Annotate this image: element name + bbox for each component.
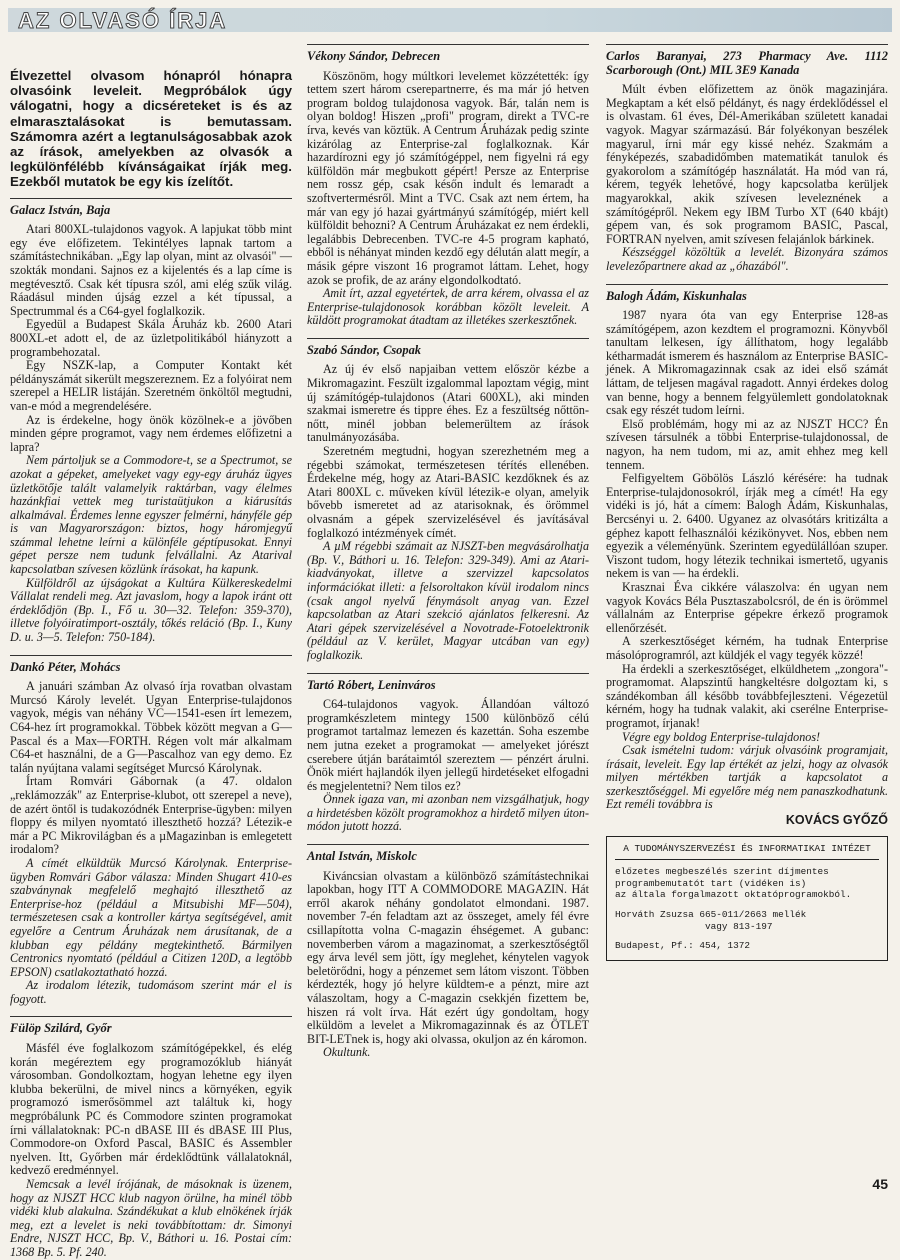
column-2 xyxy=(307,44,589,1184)
editor-reply: A címét elküldtük Murcsó Károlynak. Enterprise-ügyben Romvári Gábor válasza: Minden Shugart 410-es szabványnak megfelelő meghajtó illeszthető az Enterprise-hoz (például a Mitsubishi MF—504), természetesen csak a kontroller kártya segítségével, amit egyelőre a Centrum Áruházak nem árusítanak, de a klubban egy példány megtekinthető. Bármilyen Centronics nyomtató (például a Citizen 120D, a legtöbb EPSON) csatlakoztatható hozzá. xyxy=(10,855,292,979)
letter-paragraph: A januári számban Az olvasó írja rovatban olvastam Murcsó Károly levelét. Ugyan Enterprise-tulajdonos vagyok, mégis van néhány VC—1541-esen írt lemezem, C64-hez írt programokkal. Többek között megvan a G—Pascal és a Max—FORTH. Régen volt már alkalmam C64-et használni, de a G—Pascalhoz van egy demo. Ez talán nyújtana valami segítséget Murcsó Károlynak. xyxy=(10,679,292,775)
editor-reply: Csak ismételni tudom: várjuk olvasóink programjait, írásait, leveleit. Egy lap értékét az jelzi, hogy az olvasók milyen mértékben tartják a kapcsolatot a szerkesztőséggel. Mi egyelőre még nem panaszkodhatunk. Ezt reméli továbbra is xyxy=(606,743,888,812)
letter-author: Fülöp Szilárd, Győr xyxy=(10,1016,292,1036)
letter-paragraph: Másfél éve foglalkozom számítógépekkel, és elég korán megéreztem egy programozóklub hiányát városomban. Gondolkoztam, hogyan lehetne egy ilyen klubba bekerülni, de mivel nincs a környéken, egyik programozó ismerősömmel azt találtuk ki, hogy megpróbálunk PC és Commodore szinten programokat írni vállalatoknak: PC-n dBASE III és dBASE III Plus, Commodore-on Oxford Pascal, BASIC és Assembler nyelven. Itt, Győrben már érdeklődtünk vállalatoknál, kedvező eredménnyel. xyxy=(10,1041,292,1178)
letter-author: Antal István, Miskolc xyxy=(307,844,589,864)
letter-paragraph: Az is érdekelne, hogy önök közölnek-e a jövőben minden gépre programot, vagy nem érdemes előfizetni a lapra? xyxy=(10,412,292,454)
letter-paragraph: Első problémám, hogy mi az az NJSZT HCC? Én szívesen társulnék a többi Enterprise-tulajdonossal, de nagyon, ha nem tudom, mi az, amit ehhez meg kell tennem. xyxy=(606,416,888,472)
section-title: AZ OLVASÓ ÍRJA xyxy=(18,8,228,33)
editor-signature: KOVÁCS GYŐZŐ xyxy=(785,813,888,828)
letter-paragraph: Egy NSZK-lap, a Computer Kontakt két példányszámát sikerült megszereznem. Ez a folyóirat nem szerepel a HELIR listáján. Szeretném önköltől megtudni, van-e mód a megrendelésére. xyxy=(10,358,292,413)
letter-paragraph: Ha érdekli a szerkesztőséget, elküldhetem „zongora"-programomat. Alapszintű hangkeltésre dolgoztam ki, s szándékomban áll később továbbfejleszteni. Végezetül kérném, hogy ha tudnak valakit, aki cserélne Enterprise-programot, írjanak! xyxy=(606,661,888,730)
editor-reply: Készséggel közöltük a levelét. Bizonyára számos levelezőpartnere akad az „óhazából". xyxy=(606,245,888,273)
column-3 xyxy=(606,44,888,1184)
advert-address: Budapest, Pf.: 454, 1372 xyxy=(615,940,751,952)
letter-paragraph: Felfigyeltem Göbölös László kérésére: ha tudnak Enterprise-tulajdonosokról, írják meg a címét! Ha egy vidéki is jó, hát a címem: Balogh Ádám, Kiskunhalas, Bercsényi u. 2. 6400. Ugyanez az olvasótárs kritizálta a géphez kapott felhasználói kézikönyvet. Nos, ebben nem egyezik a véleményünk. Szerintem egyedülállóan szuper. Viszont tudom, hogy létezik technikai ismertető, ugyanis nekem is van — ha érdekli. xyxy=(606,471,888,581)
column-1 xyxy=(10,44,292,1259)
letter-author: Vékony Sándor, Debrecen xyxy=(307,44,589,64)
letter-author: Balogh Ádám, Kiskunhalas xyxy=(606,284,888,304)
letter-paragraph: Krasznai Éva cikkére válaszolva: én ugyan nem vagyok Kovács Béla Pusztaszabolcsról, de én is örömmel vállalnám az Enterprise gépekre érkező programok ellenőrzését. xyxy=(606,579,888,635)
advert-contact: Horváth Zsuzsa 665-011/2663 mellék vagy 813-197 xyxy=(615,909,807,932)
section-banner xyxy=(8,8,892,32)
letter-author: Dankó Péter, Mohács xyxy=(10,655,292,675)
letter-paragraph: Múlt évben előfizettem az önök magazinjára. Megkaptam a két első példányt, és nagy érdeklődéssel el is olvastam. 61 éves, Dél-Amerikában született kanadai vagyok. Magyar származású. Bár folyékonyan beszélek magyarul, írni már egy kissé nehéz. Szakmám a fényképezés, szabadidőmben matematikát tanulok és gyakorolom a számítógép használatát. Ha mód van rá, kérem, tegyék lehetővé, hogy kapcsolatba kerüljek magyarokkal, akik szívesen leveleznének a számítógépről. Nekem egy IBM Turbo XT (640 kbájt) gépem van, és sok programom BASIC, Pascal, FORTRAN nyelven, amit szívesen felajánlok bárkinek. xyxy=(606,82,888,246)
letter-paragraph: Köszönöm, hogy múltkori levelemet közzétették: így tettem szert három cserepartnerre, és ma már jó hetven program boldog tulajdonosa vagyok. Bár, talán nem is olyan boldog! Hiszen „profi" program, direkt a TVC-re írva, kevés van köztük. A Centrum Áruházak pedig szinte kizárólag az Enterprise-zal foglalkoznak. Kár hazardírozni egy jó számítógéppel, nem figyelni rá egy külföldön már megbukott gépért! Persze az Enterprise nem rossz gép, csak későn indult és lemaradt a szoftvertermésről. Mint a TVC. Csak azt nem értem, ha már van egy jó hazai gyártmányú számítógép, miért kell külföldit behozni? A Centrum Áruházakat ez nem érdekli, legalábbis Debrecenben. TVC-re 4-5 program kapható, ebből is néhányat minden kezdő egy délután alatt megír, a másik gépre viszont 16 programot láttam. Lehet, hogy azok se profik, de az arány elgondolkodtató. xyxy=(307,68,589,287)
letter-paragraph: C64-tulajdonos vagyok. Állandóan változó programkészletem mintegy 1500 különböző célú programot tartalmaz lemezen és kazettán. Soha eszembe nem jutna ezeket a programokat — amelyeket jórészt cserebere útján barátaimtól szereztem — pénzért árulni. Önök miért hajlandók ilyen jellegű hirdetéseket elfogadni és megjelentetni? Nem tilos ez? xyxy=(307,697,589,793)
letter-paragraph: Az új év első napjaiban vettem először kézbe a Mikromagazint. Feszült izgalommal lapoztam végig, mint új számítógép-tulajdonos (Atari 600XL), aki minden szakmai ismeretre és tippre éhes. Ez a feszültség nőttön-nőtt, minél jobban belemerültem az írások tanulmányozásába. xyxy=(307,362,589,445)
letter-paragraph: Atari 800XL-tulajdonos vagyok. A lapjukat több mint egy éve előfizetem. Tekintélyes lapnak tartom a számítástechnikában. „Egy lap olyan, mint az olvasói" — szokták mondani. Sajnos ez a kijelentés és a lap címe is megtévesztő. Csak két típusra szól, ami elég szűk világ. Ráadásul minden újság ezzel a két típussal, a Spectrummal és a C64-gyel foglalkozik. xyxy=(10,222,292,318)
editor-reply: Okultunk. xyxy=(323,1045,371,1060)
editor-reply: Nem pártoljuk se a Commodore-t, se a Spectrumot, se azokat a gépeket, amelyeket vagy egy-egy áruház ügyes üzletkötője talált valamelyik raktárban, vagy élelmes hazánkfiai vettek meg turistaütjukon a kiárusítás alkalmával. Érdemes lenne egyszer felmérni, hányféle gép is van Magyarországon: biztos, hogy háromjegyű számmal lehetne leírni a különféle géptípusokat. Ennyi gépet persze nem tudunk felvállalni. Az Atarival kapcsolatban szívesen közlünk írásokat, ha kapunk. xyxy=(10,453,292,577)
letter-paragraph: Szeretném megtudni, hogyan szerezhetném meg a régebbi számokat, természetesen térítés ellenében. Érdekelne még, hogy az Atari-BASIC kezdőknek és az Atari 800XL c. műveken kívül létezik-e olyan, amelyik bővebb ismeretet ad az atarisoknak, és örömmel olvasnám a gépek szervizelésével és javításával foglalkozó intézmények címét. xyxy=(307,444,589,540)
editor-reply: Nemcsak a levél írójának, de másoknak is üzenem, hogy az NJSZT HCC klub nagyon örülne, ha minél több vidéki klub alakulna. Szándékukat a klub elnökének írják meg, ezt a levelet is neki továbbítottam: dr. Simonyi Endre, NJSZT HCC, Bp. V., Báthori u. 16. Postai cím: 1368 Bp. 5. Pf. 240. xyxy=(10,1177,292,1259)
page-number: 45 xyxy=(872,1176,888,1192)
institute-advert xyxy=(606,836,888,961)
letter-author: Szabó Sándor, Csopak xyxy=(307,338,589,358)
letter-author: Tartó Róbert, Leninváros xyxy=(307,673,589,693)
letter-paragraph: A szerkesztőséget kérném, ha tudnak Enterprise másolóprogramról, azt küldjék el vagy tegyék közzé! xyxy=(606,634,888,662)
letter-author: Carlos Baranyai, 273 Pharmacy Ave. 1112 Scarborough (Ont.) MIL 3E9 Kanada xyxy=(606,44,888,77)
advert-text: előzetes megbeszélés szerint díjmentes programbemutatót tart (vidéken is) az általa forgalmazott oktatóprogramokból. xyxy=(615,866,852,901)
advert-title: A TUDOMÁNYSZERVEZÉSI ÉS INFORMATIKAI INTÉZET xyxy=(615,843,879,861)
editor-reply: Külföldről az újságokat a Kultúra Külkereskedelmi Vállalat rendeli meg. Azt javaslom, hogy a lapok iránt ott érdeklődjön (Bp. I., Fő u. 30—32. Telefon: 359-370), illetve folyóiratimport-osztály, tőkés reláció (Bp. I., Kuny D. u. 3—5. Telefon: 750-184). xyxy=(10,575,292,645)
editor-reply: Önnek igaza van, mi azonban nem vizsgálhatjuk, hogy a hirdetésben közölt programokhoz a hirdető milyen úton-módon jutott hozzá. xyxy=(307,792,589,834)
letter-author: Galacz István, Baja xyxy=(10,198,292,218)
letter-paragraph: Kiváncsian olvastam a különböző számítástechnikai lapokban, hogy ITT A COMMODORE MAGAZIN. Hát erről akarok néhány gondolatot elmondani. 1987. november 7-én feladtam azt az összeget, amely fél évre csillapította volna C-magazin éhségemet. A gubanc: novemberben várom a magazinomat, a szerkesztőségtől egy árva levél sem jött, így meglehet, kénytelen vagyok beletörődni, hogy a pénzemet sem látom viszont. Többen kérdezték, hogy jó helyre küldtem-e a pénzt, mire azt válaszoltam, hogy a C-magazin csekkjén fizettem be, hiszen rá volt írva. Hát ezért úgy gondoltam, hogy elküldöm a levelet a Mikromagazinnak és az ÖTLET BIT-LETnek is, hogy aki olvassa, okuljon az én káromon. xyxy=(307,868,589,1046)
letter-paragraph: Írtam Romvári Gábornak (a 47. oldalon „reklámozzák" az Enterprise-klubot, ott szerepel a neve), de azért öntől is tudakozódnék Enterprise-ügyben: milyen floppy és milyen nyomtató illeszthető hozzá? Létezik-e már a PC Mikrovilágban és a µMagazinban is emlegetett irodalom? xyxy=(10,774,292,857)
editor-reply: Az irodalom létezik, tudomásom szerint már el is fogyott. xyxy=(10,978,292,1006)
editor-reply: Végre egy boldog Enterprise-tulajdonos! xyxy=(622,729,821,744)
letter-paragraph: Egyedül a Budapest Skála Áruház kb. 2600 Atari 800XL-et adott el, de az üzletpolitikából hiányzott a programbehozatal. xyxy=(10,317,292,359)
editor-reply: A µM régebbi számait az NJSZT-ben megvásárolhatja (Bp. V., Báthori u. 16. Telefon: 329-349). Ami az Atari-kiadványokat, illetve a szervizzel kapcsolatos információkat illeti: a felsoroltakon kívül irodalom nincs (csak angol nyelvű fénymásolt anyag van. Ezzel kapcsolatban az Atari szekció ajánlatos felkeresni. Az Atari gépek szervizelésével a Novotrade-Fotoelektronik (például az V. kerület, Magyar utcában van egy) foglalkozik. xyxy=(307,539,589,662)
intro-text: Élvezettel olvasom hónapról hónapra olvasóink leveleit. Megpróbálok úgy válogatni, hogy a dicséreteket is és az elmarasztalásokat is bemutassam. Számomra azért a legtanulságosabbak azok az írások, amelyekben az olvasók a legkülönfélébb kívánságaikat írják meg. Ezekből mutatok be egy kis ízelítőt. xyxy=(10,68,292,190)
editor-reply: Amit írt, azzal egyetértek, de arra kérem, olvassa el az Enterprise-tulajdonosok korábban közölt leveleit. A küldött programokat átadtam az illetékes szerkesztőnek. xyxy=(307,286,589,328)
letter-paragraph: 1987 nyara óta van egy Enterprise 128-as számítógépem, azon kezdtem el programozni. Könyvből tanultam lelkesen, így állíthatom, hogy legalább kétharmadát ismerem és használom az Enterprise BASIC-jének. A Mikromagazinnak csak az idei első számát láttam, de teljesen magával ragadott. Annyi érdekes dolog van benne, hogy a bennem felgyülemlett gondolatoknak csak egy részét tudom leírni. xyxy=(606,308,888,418)
